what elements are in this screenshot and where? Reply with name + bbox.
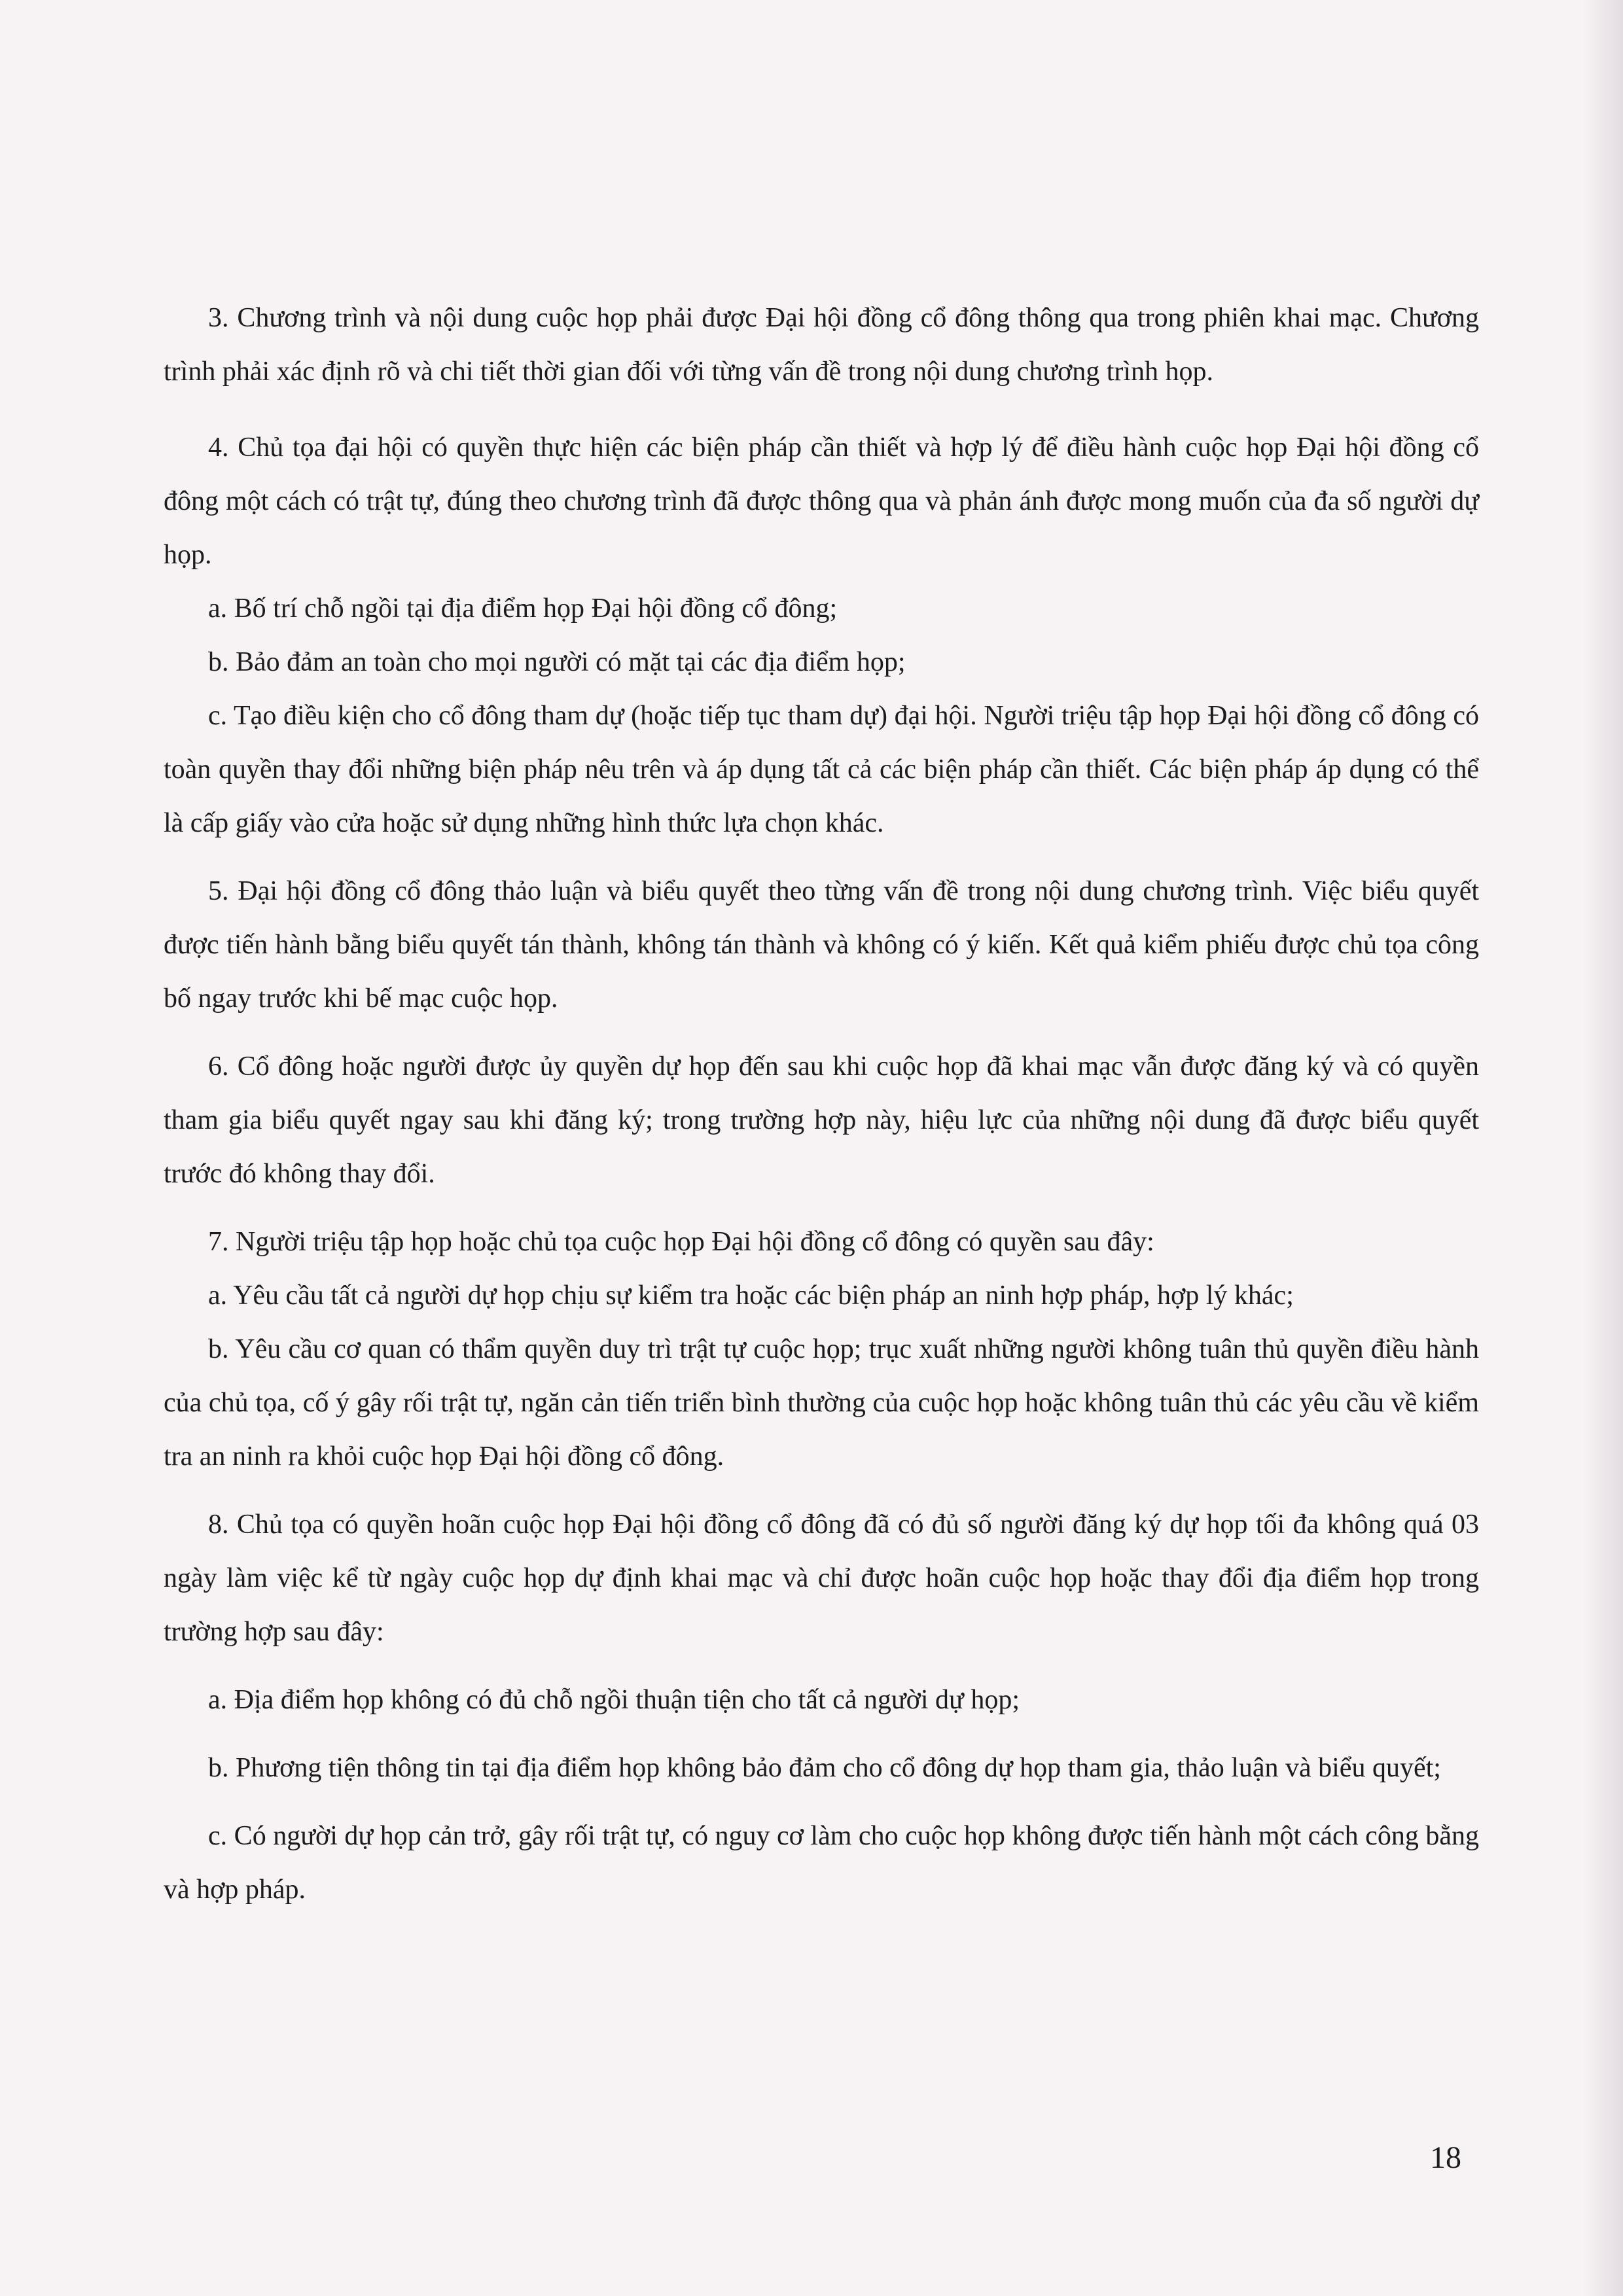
paragraph-8a: a. Địa điểm họp không có đủ chỗ ngồi thuận tiện cho tất cả người dự họp; bbox=[208, 1685, 1020, 1715]
paragraph-4a: a. Bố trí chỗ ngồi tại địa điểm họp Đại hội đồng cổ đông; bbox=[208, 593, 838, 624]
paragraph-8b: b. Phương tiện thông tin tại địa điểm họp không bảo đảm cho cổ đông dự họp tham gia, thảo luận và biểu quyết; bbox=[208, 1753, 1441, 1783]
scan-edge-shade bbox=[1584, 0, 1623, 2296]
paragraph-6: 6. Cổ đông hoặc người được ủy quyền dự họp đến sau khi cuộc họp đã khai mạc vẫn được đăng ký và có quyền tham gia biểu quyết ngay sau khi đăng ký; trong trường hợp này, hiệu lực của những nội dung đã được biểu quyết trước đó không thay đổi. bbox=[164, 1051, 1479, 1189]
paragraph-4b: b. Bảo đảm an toàn cho mọi người có mặt tại các địa điểm họp; bbox=[208, 647, 906, 677]
page-number: 18 bbox=[1430, 2140, 1461, 2175]
document-body bbox=[164, 291, 1479, 1916]
paragraph-7b: b. Yêu cầu cơ quan có thẩm quyền duy trì trật tự cuộc họp; trục xuất những người không tuân thủ quyền điều hành của chủ tọa, cố ý gây rối trật tự, ngăn cản tiến triển bình thường của cuộc họp hoặc không tuân thủ các yêu cầu về kiểm tra an ninh ra khỏi cuộc họp Đại hội đồng cổ đông. bbox=[164, 1334, 1479, 1472]
paragraph-7a: a. Yêu cầu tất cả người dự họp chịu sự kiểm tra hoặc các biện pháp an ninh hợp pháp, hợp lý khác; bbox=[208, 1280, 1294, 1311]
paragraph-8: 8. Chủ tọa có quyền hoãn cuộc họp Đại hội đồng cổ đông đã có đủ số người đăng ký dự họp tối đa không quá 03 ngày làm việc kể từ ngày cuộc họp dự định khai mạc và chỉ được hoãn cuộc họp hoặc thay đổi địa điểm họp trong trường hợp sau đây: bbox=[164, 1510, 1479, 1647]
paragraph-7: 7. Người triệu tập họp hoặc chủ tọa cuộc họp Đại hội đồng cổ đông có quyền sau đây: bbox=[208, 1227, 1154, 1257]
paragraph-8c: c. Có người dự họp cản trở, gây rối trật tự, có nguy cơ làm cho cuộc họp không được tiến hành một cách công bằng và hợp pháp. bbox=[164, 1821, 1479, 1905]
paragraph-4: 4. Chủ tọa đại hội có quyền thực hiện các biện pháp cần thiết và hợp lý để điều hành cuộc họp Đại hội đồng cổ đông một cách có trật tự, đúng theo chương trình đã được thông qua và phản ánh được mong muốn của đa số người dự họp. bbox=[164, 433, 1479, 570]
paragraph-3: 3. Chương trình và nội dung cuộc họp phải được Đại hội đồng cổ đông thông qua trong phiên khai mạc. Chương trình phải xác định rõ và chi tiết thời gian đối với từng vấn đề trong nội dung chương trình họp. bbox=[164, 303, 1479, 387]
paragraph-5: 5. Đại hội đồng cổ đông thảo luận và biểu quyết theo từng vấn đề trong nội dung chương trình. Việc biểu quyết được tiến hành bằng biểu quyết tán thành, không tán thành và không có ý kiến. Kết quả kiểm phiếu được chủ tọa công bố ngay trước khi bế mạc cuộc họp. bbox=[164, 876, 1479, 1014]
paragraph-4c: c. Tạo điều kiện cho cổ đông tham dự (hoặc tiếp tục tham dự) đại hội. Người triệu tập họp Đại hội đồng cổ đông có toàn quyền thay đổi những biện pháp nêu trên và áp dụng tất cả các biện pháp cần thiết. Các biện pháp áp dụng có thể là cấp giấy vào cửa hoặc sử dụng những hình thức lựa chọn khác. bbox=[164, 701, 1479, 838]
